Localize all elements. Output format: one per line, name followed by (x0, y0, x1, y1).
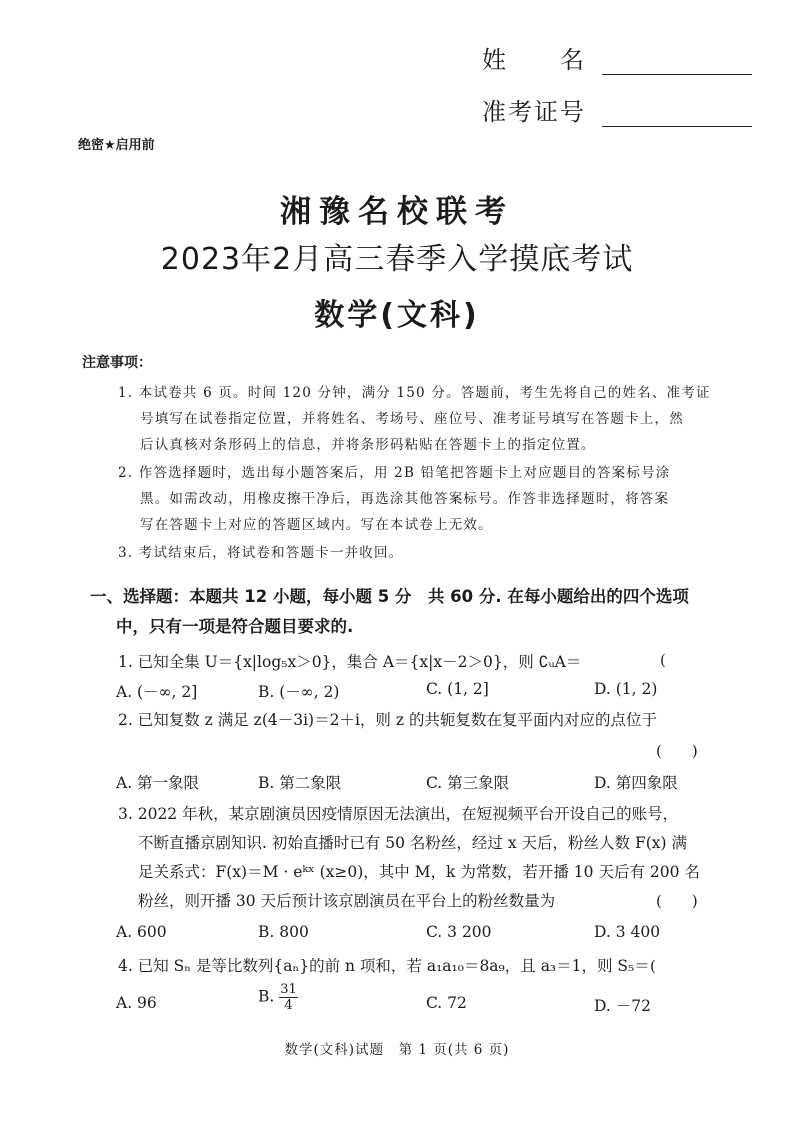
option-c[interactable]: C. 72 (426, 994, 467, 1012)
question-text: 1. 已知全集 U＝{x|log₅x＞0}，集合 A＝{x|x－2＞0}，则 ∁ᵤA＝ (118, 653, 582, 671)
notice-item (118, 540, 738, 566)
notice-item (118, 460, 738, 538)
question-text: 粉丝，则开播 30 天后预计该京剧演员在平台上的粉丝数量为 (138, 892, 556, 910)
notice-heading: 注意事项： (82, 355, 152, 371)
question-4-options (116, 982, 718, 1032)
question-1-options (116, 680, 718, 704)
question-text: 2. 已知复数 z 满足 z(4－3i)＝2＋i，则 z 的共轭复数在复平面内对应的点位于 (118, 711, 657, 729)
notice-line: 号填写在试卷指定位置，并将姓名、考场号、座位号、准考证号填写在答题卡上，然 (140, 411, 684, 427)
exam-title: 湘豫名校联考 (280, 194, 514, 230)
option-b-fraction (279, 982, 298, 1013)
answer-paren: ( ) (656, 742, 698, 760)
option-b-label: B. (258, 987, 275, 1006)
question-2 (118, 706, 718, 735)
notice-line: 3. 考试结束后，将试卷和答题卡一并收回。 (118, 545, 404, 561)
name-field-row (482, 40, 752, 75)
question-text: 3. 2022 年秋，某京剧演员因疫情原因无法演出，在短视频平台开设自己的账号， (118, 805, 679, 823)
option-b[interactable]: B. 第二象限 (258, 774, 342, 792)
question-text: 不断直播京剧知识. 初始直播时已有 50 名粉丝，经过 x 天后，粉丝人数 F(x) 满 (138, 834, 687, 852)
answer-paren: ( (650, 957, 686, 975)
fraction-denominator: 4 (284, 998, 293, 1013)
exam-subtitle: 2023年2月高三春季入学摸底考试 (160, 242, 634, 277)
answer-paren: ( (660, 651, 666, 669)
name-input-line[interactable] (602, 48, 752, 75)
option-d[interactable]: D. －72 (594, 997, 651, 1015)
option-b[interactable]: B. 800 (258, 923, 309, 941)
option-c[interactable]: C. (1, 2] (426, 680, 489, 698)
notice-item (118, 380, 738, 458)
confidential-mark: 绝密★启用前 (78, 138, 155, 153)
answer-paren: ( ) (656, 892, 698, 910)
question-4 (118, 952, 718, 981)
question-2-options (116, 771, 718, 795)
fraction-numerator: 31 (280, 982, 297, 997)
exam-id-label: 准考证号 (482, 98, 586, 126)
name-label: 姓 名 (482, 46, 586, 74)
option-a[interactable]: A. 第一象限 (116, 774, 200, 792)
page-footer: 数学(文科)试题 第 1 页(共 6 页) (284, 1042, 510, 1058)
subject-title: 数学(文科) (314, 298, 480, 333)
option-d[interactable]: D. (1, 2) (594, 680, 658, 698)
question-3-options (116, 923, 718, 947)
option-a[interactable]: A. 96 (116, 994, 157, 1012)
option-a[interactable]: A. 600 (116, 923, 167, 941)
section-heading (90, 582, 730, 642)
question-3 (118, 800, 718, 916)
notice-line: 黑。如需改动，用橡皮擦干净后，再选涂其他答案标号。作答非选择题时，将答案 (140, 491, 670, 507)
option-c[interactable]: C. 第三象限 (426, 774, 510, 792)
question-1 (118, 648, 718, 677)
question-text: 4. 已知 Sₙ 是等比数列{aₙ}的前 n 项和，若 a₁a₁₀＝8a₉，且 a₃＝1，则 S₅＝ (118, 957, 650, 975)
notice-line: 写在答题卡上对应的答题区域内。写在本试卷上无效。 (140, 517, 493, 533)
notice-line: 后认真核对条形码上的信息，并将条形码粘贴在答题卡上的指定位置。 (140, 437, 596, 453)
option-d[interactable]: D. 第四象限 (594, 774, 678, 792)
section-heading-line: 中，只有一项是符合题目要求的. (116, 617, 354, 636)
option-b[interactable]: B. (－∞, 2) (258, 683, 340, 701)
exam-id-field-row (482, 92, 752, 127)
section-heading-line: 一、选择题：本题共 12 小题，每小题 5 分 共 60 分. 在每小题给出的四个选项 (90, 587, 689, 606)
option-c[interactable]: C. 3 200 (426, 923, 492, 941)
notice-line: 1. 本试卷共 6 页。时间 120 分钟，满分 150 分。答题前，考生先将自己的姓名、准考证 (118, 385, 711, 401)
option-d[interactable]: D. 3 400 (594, 923, 661, 941)
notice-line: 2. 作答选择题时，选出每小题答案后，用 2B 铅笔把答题卡上对应题目的答案标号涂 (118, 465, 671, 481)
option-a[interactable]: A. (－∞, 2] (116, 683, 198, 701)
exam-id-input-line[interactable] (602, 100, 752, 127)
question-text: 足关系式：F(x)＝M · eᵏˣ (x≥0)，其中 M，k 为常数，若开播 10 天后有 200 名 (138, 863, 700, 881)
option-b[interactable] (258, 982, 298, 1013)
